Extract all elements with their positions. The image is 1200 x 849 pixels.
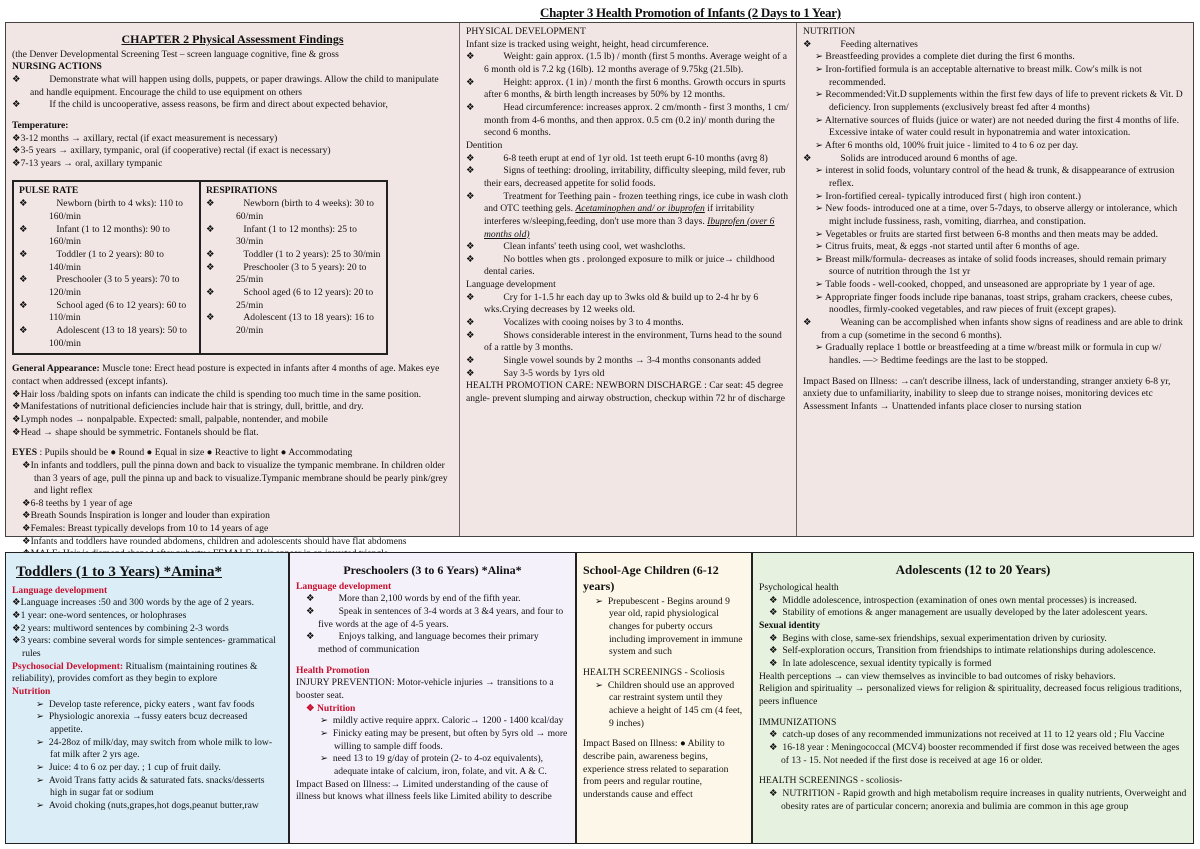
vital-signs-table xyxy=(12,180,388,356)
list-item: ❖ Single vowel sounds by 2 months → 3-4 months consonants added xyxy=(466,355,761,367)
nutrition-heading: Nutrition xyxy=(12,686,51,698)
list-item: ➢ After 6 months old, 100% fruit juice - limited to 4 to 6 oz per day. xyxy=(815,139,1079,151)
school-age-panel xyxy=(575,553,751,843)
adolescents-panel xyxy=(751,553,1193,843)
list-item: ❖ Middle adolescence, introspection (examination of ones own mental processes) is increased. xyxy=(769,594,1137,606)
list-item: ❖ Adolescent (13 to 18 years): 50 to 100/min xyxy=(19,324,187,349)
list-item: ❖2 years: multiword sentences by combining 2-3 words xyxy=(12,622,229,634)
impact-based-on-illness: Impact Based on Illness: →can't describe illness, lack of understanding, stranger anxiety 6-8 yr, anxiety due to unfamiliarity, inability to sleep due to strange noises, monitoring devices etc Assessment Infants → Unattended infants place closer to nursing station xyxy=(803,375,1171,413)
list-item: ❖ Infant (1 to 12 months): 90 to 160/min xyxy=(19,223,170,248)
eyes-text: : Pupils should be ● Round ● Equal in size ● Reactive to light ● Accommodating xyxy=(39,447,353,459)
physical-development-heading: PHYSICAL DEVELOPMENT xyxy=(466,26,586,37)
immunizations-heading: IMMUNIZATIONS xyxy=(759,716,837,728)
list-item: ❖ Solids are introduced around 6 months of age. xyxy=(803,152,1018,164)
general-appearance-label: General Appearance: xyxy=(12,363,100,375)
list-item: ❖Females: Breast typically develops from 10 to 14 years of age xyxy=(22,523,269,535)
list-item: ❖ Speak in sentences of 3-4 words at 3 &4 years, and four to five words at the age of 4-5 years. xyxy=(306,606,564,630)
list-item: ❖Hair loss /balding spots on infants can indicate the child is spending too much time in the same position. xyxy=(12,388,422,400)
list-item: ❖Head → shape should be symmetric. Fontanels should be flat. xyxy=(12,426,259,438)
list-item: ❖ 6-8 teeth erupt at end of 1yr old. 1st teeth erupt 6-10 months (avrg 8) xyxy=(466,152,768,164)
treatment-note: Ibuprofen (over 6 months old) xyxy=(484,215,775,240)
psychosocial-text: Ritualism (maintaining routines & reliability), provides comfort as they begin to explore xyxy=(12,660,258,685)
health-screenings-heading: HEALTH SCREENINGS - Scoliosis xyxy=(583,666,725,678)
list-item: ➢ Children should use an approved car restraint system until they achieve a height of 145 cm (4 feet, 9 inches) xyxy=(595,679,743,729)
nutrition-column xyxy=(796,23,1193,536)
list-item: ❖ Adolescent (13 to 18 years): 16 to 20/min xyxy=(206,312,374,336)
list-item: ➢ 24-28oz of milk/day, may switch from whole milk to low-fat milk after 2 yrs age. xyxy=(36,736,273,761)
list-item: ➢ Breast milk/formula- decreases as intake of solid foods increases, should remain primary source of nutrition through the 1st yr xyxy=(815,253,1167,278)
nursing-actions-heading: NURSING ACTIONS xyxy=(12,61,102,73)
adolescents-title: Adolescents (12 to 20 Years) xyxy=(895,562,1051,577)
list-item: ❖ Begins with close, same-sex friendships, sexual experimentation driven by curiosity. xyxy=(769,632,1107,644)
eyes-label: EYES xyxy=(12,447,40,459)
list-item: ❖ Shows considerable interest in the environment, Turns head to the sound of a rattle by 3 months. xyxy=(466,329,782,354)
list-item: ❖ Preschooler (3 to 5 years): 70 to 120/min xyxy=(19,274,180,298)
page-header xyxy=(0,4,1200,24)
psychosocial-label: Psychosocial Development: xyxy=(12,660,124,672)
list-item: ➢ Develop taste reference, picky eaters , want fav foods xyxy=(36,698,255,710)
list-item: ❖ Preschooler (3 to 5 years): 20 to 25/min xyxy=(206,261,367,286)
list-item: ❖ Head circumference: increases approx. 2 cm/month - first 3 months, 1 cm/ month from 4-6 months, and then approx. 0.5 cm (0.2 in)/ month during the second 6 months. xyxy=(466,101,789,139)
school-age-title: School-Age Children (6-12 years) xyxy=(583,563,719,593)
list-item: ❖ Height: approx. (1 in) / month the first 6 months. Growth occurs in spurts after 6 months, & birth length increases by 50% by 12 months. xyxy=(466,76,786,101)
intro-text: (the Denver Developmental Screening Test – screen language cognitive, fine & gross xyxy=(12,48,339,60)
list-item: ❖Infants and toddlers have rounded abdomens, children and adolescents should have flat abdomens xyxy=(22,535,407,547)
list-item: ❖3 years: combine several words for simple sentences- grammatical rules xyxy=(12,635,276,660)
general-appearance-text: Muscle tone: Erect head posture is expected in infants after 4 months of age. Makes eye contact when addressed (except infants). xyxy=(12,363,440,387)
impact-based-on-illness: Impact Based on Illness:→ Limited understanding of the cause of illness but knows what illness feels like Limited ability to describe xyxy=(296,778,552,803)
sexual-identity-heading: Sexual identity xyxy=(759,620,821,632)
language-development-heading: Language development xyxy=(12,584,108,596)
treatment-drug: Acetaminophen and/ or ibuprofen xyxy=(575,203,705,215)
list-item: ➢ Alternative sources of fluids (juice or water) are not needed during the first 4 months of life. Excessive intake of water could result in hyponatremia and water intoxication. xyxy=(815,114,1179,139)
list-item: ❖ Self-exploration occurs, Transition from friendships to intimate relationships during adolescence. xyxy=(769,645,1156,657)
list-item: ➢ Recommended:Vit.D supplements within the first few days of life to prevent rickets & Vit. D deficiency. Iron supplements (exclusively breast fed after 4 months) xyxy=(815,89,1183,113)
preschoolers-title: Preschoolers (3 to 6 Years) *Alina* xyxy=(343,563,522,577)
list-item: ❖ catch-up doses of any recommended immunizations not received at 11 to 12 years old ; Flu Vaccine xyxy=(769,729,1165,741)
list-item: ❖ Feeding alternatives xyxy=(803,38,918,50)
intro-text: Infant size is tracked using weight, height, head circumference. xyxy=(466,38,709,50)
nutrition-heading: ❖ Nutrition xyxy=(306,702,356,714)
health-promotion-heading: Health Promotion xyxy=(296,664,370,676)
list-item: ❖ Enjoys talking, and language becomes their primary method of communication xyxy=(306,631,539,656)
health-perceptions-text: Health perceptions → can view themselves as invincible to bad outcomes of risky behaviors. xyxy=(759,670,1116,682)
list-item: ➢ Finicky eating may be present, but often by 5yrs old → more willing to sample diff foods. xyxy=(320,728,568,752)
list-item: ❖Lymph nodes → nonpalpable. Expected: small, palpable, nontender, and mobile xyxy=(12,413,328,425)
list-item xyxy=(466,191,790,242)
respirations-column xyxy=(199,182,386,354)
list-item: ➢ need 13 to 19 g/day of protein (2- to 4-oz equivalents), adequate intake of calcium, iron, folate, and vit. A & C. xyxy=(320,753,547,778)
list-item: ❖3-12 months → axillary, rectal (if exact measurement is necessary) xyxy=(12,132,278,144)
list-item: ➢ mildly active require apprx. Caloric→ 1200 - 1400 kcal/day xyxy=(320,715,564,727)
bottom-section xyxy=(5,552,1194,844)
chapter2-title: CHAPTER 2 Physical Assessment Findings xyxy=(121,32,344,46)
list-item: ➢ Physiologic anorexia →fussy eaters bcuz decreased appetite. xyxy=(36,711,248,736)
list-item: ❖ Toddler (1 to 2 years): 80 to 140/min xyxy=(19,249,164,273)
language-development-heading: Language development xyxy=(466,279,556,291)
list-item: ➢ Gradually replace 1 bottle or breastfeeding at a time w/breast milk or formula in cup w/ handles. —> Bedtime feedings are the last to be stopped. xyxy=(815,342,1162,367)
list-item: ❖ No bottles when gts . prolonged exposure to milk or juice→ childhood dental caries. xyxy=(466,253,775,278)
list-item: ❖ Cry for 1-1.5 hr each day up to 3wks old & build up to 2-4 hr by 6 wks.Crying decreases by 12 weeks old. xyxy=(466,291,759,316)
list-item: ❖3-5 years → axillary, tympanic, oral (if cooperative) rectal (if exact is necessary) xyxy=(12,145,331,157)
newborn-discharge-text: HEALTH PROMOTION CARE: NEWBORN DISCHARGE : Car seat: 45 degree angle- prevent slumping and airway obstruction, checkup within 72 hr of discharge xyxy=(466,380,785,405)
list-item: ➢ Avoid Trans fatty acids & saturated fats. snacks/desserts high in sugar fat or sodium xyxy=(36,774,265,799)
list-item: ➢ Vegetables or fruits are started first between 6-8 months and then meats may be added. xyxy=(815,228,1159,240)
list-item: ❖ Toddler (1 to 2 years): 25 to 30/min xyxy=(206,249,381,261)
health-screenings-heading: HEALTH SCREENINGS - scoliosis- xyxy=(759,775,903,787)
list-item: ➢ New foods- introduced one at a time, over 5-7days, to observe allergy or intolerance, which might include fussiness, rash, vomiting, diarrhea, and constipation. xyxy=(815,203,1178,227)
pulse-rate-column xyxy=(14,182,199,354)
list-item: ➢ Prepubescent - Begins around 9 year old, rapid physiological changes for puberty occurs including improvement in immune system and such xyxy=(595,595,743,658)
list-item: ❖6-8 teeths by 1 year of age xyxy=(22,497,133,509)
psychosocial-development xyxy=(12,661,282,686)
impact-based-on-illness: Impact Based on Illness: ● Ability to describe pain, awareness begins, experience stress related to separation from peers and regular routine, understands cause and effect xyxy=(583,738,729,800)
psychological-health-heading: Psychological health xyxy=(759,582,839,594)
list-item: ❖ Weaning can be accomplished when infants show signs of readiness and are able to drink from a cup (sometime in the second 6 months). xyxy=(803,317,1183,341)
toddlers-title: Toddlers (1 to 3 Years) *Amina* xyxy=(16,564,222,580)
list-item: ❖7-13 years → oral, axillary tympanic xyxy=(12,158,163,170)
list-item: ➢ Citrus fruits, meat, & eggs -not started until after 6 months of age. xyxy=(815,241,1080,253)
list-item: ❖ Say 3-5 words by 1yrs old xyxy=(466,367,605,379)
list-item: ❖ NUTRITION - Rapid growth and high metabolism require increases in quality nutrients, Overweight and obesity rates are of particular concern; anorexia and bulimia are common in this age group xyxy=(769,788,1187,812)
nutrition-heading: NUTRITION xyxy=(803,26,856,37)
list-item: ❖1 year: one-word sentences, or holophrases xyxy=(12,610,187,622)
eyes-section xyxy=(12,447,453,460)
list-item: ❖ 16-18 year : Meningococcal (MCV4) booster recommended if first dose was received between the ages of 13 - 15. Not needed if the first dose is received at age 16 or older. xyxy=(769,742,1180,766)
list-item: ➢ Juice: 4 to 6 oz per day. ; 1 cup of fruit daily. xyxy=(36,761,221,773)
religion-spirituality-text: Religion and spirituality → personalized views for religion & spirituality, decreased focus religious traditions, peers influence xyxy=(759,683,1182,708)
physical-development-column xyxy=(459,23,796,536)
list-item: ❖ Stability of emotions & anger management are usually developed by the later adolescent years. xyxy=(769,607,1148,619)
list-item: ❖ Demonstrate what will happen using dolls, puppets, or paper drawings. Allow the child to manipulate and handle equipment. Encourage the child to use equipment on others xyxy=(12,74,439,98)
list-item: ➢ Iron-fortified formula is an acceptable alternative to breast milk. Cow's milk is not recommended. xyxy=(815,63,1142,88)
top-section xyxy=(5,22,1194,547)
preschoolers-panel xyxy=(288,553,575,843)
list-item: ❖Manifestations of nutritional deficiencies include hair that is stringy, dull, brittle, and dry. xyxy=(12,401,364,413)
list-item: ❖ Newborn (birth to 4 weeks): 30 to 60/min xyxy=(206,198,374,223)
list-item: ❖ Newborn (birth to 4 wks): 110 to 160/min xyxy=(19,198,183,223)
list-item: ❖Language increases :50 and 300 words by the age of 2 years. xyxy=(12,597,254,609)
respirations-heading: RESPIRATIONS xyxy=(206,184,278,196)
list-item: ❖ School aged (6 to 12 years): 60 to 110/min xyxy=(19,299,187,324)
list-item: ❖Breath Sounds Inspiration is longer and louder than expiration xyxy=(22,510,270,522)
list-item: ❖ Weight: gain approx. (1.5 lb) / month (first 5 months. Average weight of a 6 month old is 7.2 kg (16lb). 12 months average of 9.75kg (21.5lb). xyxy=(466,51,787,75)
list-item: ❖ In late adolescence, sexual identity typically is formed xyxy=(769,658,992,670)
list-item: ❖ Infant (1 to 12 months): 25 to 30/min xyxy=(206,223,357,248)
temperature-heading: Temperature: xyxy=(12,120,69,132)
list-item: ➢ Avoid choking (nuts,grapes,hot dogs,peanut butter,raw xyxy=(36,799,259,811)
physical-assessment-column xyxy=(6,23,459,547)
pulse-rate-heading: PULSE RATE xyxy=(19,184,79,196)
treatment-text-continued: if irritability interferes w/sleeping,feeding, don't use more than 3 days. xyxy=(484,203,755,227)
list-item: ➢ Iron-fortified cereal- typically introduced first ( high iron content.) xyxy=(815,190,1081,202)
list-item: ❖In infants and toddlers, pull the pinna down and back to visualize the tympanic membrane. In children older than 3 years of age, pull the pinna up and back to visualize.Tympanic membrane should be pearly pink/grey and light reflex xyxy=(22,459,448,497)
dentition-heading: Dentition xyxy=(466,139,503,151)
list-item: ➢ Appropriate finger foods include ripe bananas, toast strips, graham crackers, cheese cubes, noodles, firmly-cooked vegetables, and raw pieces of fruit (except grapes). xyxy=(815,291,1173,316)
list-item: ➢ interest in solid foods, voluntary control of the head & trunk, & disappearance of extrusion reflex. xyxy=(815,165,1175,189)
toddlers-panel xyxy=(6,553,288,843)
treatment-text: ❖ Treatment for Teething pain - frozen teething rings, ice cube in wash cloth and OTC teething gels. xyxy=(466,190,789,215)
list-item: ❖ Vocalizes with cooing noises by 3 to 4 months. xyxy=(466,317,684,329)
list-item: ❖ More than 2,100 words by end of the fifth year. xyxy=(306,593,521,605)
injury-prevention-text: INJURY PREVENTION: Motor-vehicle injuries → transitions to a booster seat. xyxy=(296,677,554,702)
general-appearance xyxy=(12,363,453,388)
list-item: ❖ If the child is uncooperative, assess reasons, be firm and direct about expected behavior, xyxy=(12,99,388,111)
list-item: ➢ Breastfeeding provides a complete diet during the first 6 months. xyxy=(815,51,1075,63)
list-item: ❖ School aged (6 to 12 years): 20 to 25/min xyxy=(206,286,374,311)
language-development-heading: Language development xyxy=(296,580,392,592)
list-item: ➢ Table foods - well-cooked, chopped, and unseasoned are appropriate by 1 year of age. xyxy=(815,279,1155,291)
page-title: Chapter 3 Health Promotion of Infants (2 Days to 1 Year) xyxy=(540,5,841,20)
list-item: ❖ Clean infants' teeth using cool, wet washcloths. xyxy=(466,241,686,253)
list-item: ❖ Signs of teething: drooling, irritability, difficulty sleeping, mild fever, rub their ears, decreased appetite for solid foods. xyxy=(466,165,786,189)
